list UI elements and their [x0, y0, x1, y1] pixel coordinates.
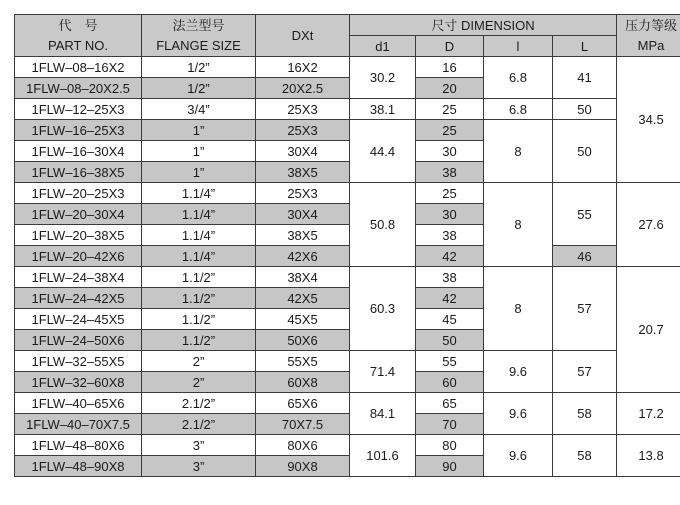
part-number-cell: 1FLW–16–38X5: [15, 162, 142, 183]
pressure-header: [617, 15, 680, 57]
flange-size-cell: 1.1/2”: [142, 288, 256, 309]
flange-size-cell: 1.1/4”: [142, 225, 256, 246]
outer-diameter-cell: 42: [416, 246, 484, 267]
dxt-cell: 65X6: [256, 393, 350, 414]
outer-diameter-cell: 45: [416, 309, 484, 330]
d1-header: d1: [350, 36, 416, 57]
outer-diameter-cell: 38: [416, 225, 484, 246]
l-large-cell: 41: [553, 57, 617, 99]
table-row: [15, 246, 680, 267]
l-small-cell: 8: [484, 120, 553, 183]
dxt-cell: 16X2: [256, 57, 350, 78]
flange-size-cell: 1/2”: [142, 78, 256, 99]
part-number-cell: 1FLW–48–90X8: [15, 456, 142, 477]
part-number-cell: 1FLW–16–25X3: [15, 120, 142, 141]
outer-diameter-cell: 30: [416, 204, 484, 225]
part-number-cell: 1FLW–24–45X5: [15, 309, 142, 330]
l-large-cell: 55: [553, 183, 617, 246]
d1-cell: 30.2: [350, 57, 416, 99]
part-number-cell: 1FLW–08–20X2.5: [15, 78, 142, 99]
part-number-cell: 1FLW–20–42X6: [15, 246, 142, 267]
flange-size-cell: 1.1/2”: [142, 330, 256, 351]
outer-diameter-cell: 20: [416, 78, 484, 99]
d1-cell: 44.4: [350, 120, 416, 183]
outer-diameter-cell: 42: [416, 288, 484, 309]
part-number-cell: 1FLW–16–30X4: [15, 141, 142, 162]
flange-size-cell: 1”: [142, 162, 256, 183]
dxt-cell: 38X4: [256, 267, 350, 288]
part-number-cell: 1FLW–48–80X6: [15, 435, 142, 456]
part-number-cell: 1FLW–20–38X5: [15, 225, 142, 246]
dxt-cell: 70X7.5: [256, 414, 350, 435]
specification-table: [14, 14, 680, 477]
l-large-cell: 46: [553, 246, 617, 267]
l-small-cell: 6.8: [484, 99, 553, 120]
l-large-cell: 57: [553, 267, 617, 351]
table-row: [15, 435, 680, 456]
outer-diameter-cell: 16: [416, 57, 484, 78]
part-number-cell: 1FLW–24–42X5: [15, 288, 142, 309]
table-row: [15, 120, 680, 141]
part-number-header: [15, 15, 142, 57]
pressure-cell: 13.8: [617, 435, 680, 477]
flange-size-cell: 2”: [142, 351, 256, 372]
d1-cell: 84.1: [350, 393, 416, 435]
part-number-cell: 1FLW–32–60X8: [15, 372, 142, 393]
l-small-cell: 6.8: [484, 57, 553, 99]
outer-diameter-cell: 38: [416, 267, 484, 288]
outer-diameter-header: D: [416, 36, 484, 57]
outer-diameter-cell: 38: [416, 162, 484, 183]
dxt-cell: 80X6: [256, 435, 350, 456]
pressure-cell: 34.5: [617, 57, 680, 183]
l-small-header: l: [484, 36, 553, 57]
dxt-cell: 30X4: [256, 204, 350, 225]
l-small-cell: 9.6: [484, 393, 553, 435]
part-number-cell: 1FLW–12–25X3: [15, 99, 142, 120]
part-number-cell: 1FLW–20–25X3: [15, 183, 142, 204]
flange-size-cell: 1”: [142, 120, 256, 141]
part-number-cell: 1FLW–08–16X2: [15, 57, 142, 78]
flange-size-header-en: FLANGE SIZE: [156, 37, 241, 53]
l-small-cell: 9.6: [484, 351, 553, 393]
flange-size-cell: 2.1/2”: [142, 393, 256, 414]
outer-diameter-cell: 60: [416, 372, 484, 393]
flange-size-cell: 1.1/4”: [142, 246, 256, 267]
table-row: [15, 183, 680, 204]
outer-diameter-cell: 25: [416, 183, 484, 204]
d1-cell: 60.3: [350, 267, 416, 351]
dxt-cell: 50X6: [256, 330, 350, 351]
flange-size-cell: 1.1/2”: [142, 309, 256, 330]
dxt-cell: 55X5: [256, 351, 350, 372]
flange-size-header: [142, 15, 256, 57]
l-large-cell: 50: [553, 120, 617, 183]
table-row: [15, 99, 680, 120]
flange-size-cell: 1.1/4”: [142, 183, 256, 204]
dxt-cell: 25X3: [256, 99, 350, 120]
part-number-cell: 1FLW–20–30X4: [15, 204, 142, 225]
dxt-cell: 60X8: [256, 372, 350, 393]
outer-diameter-cell: 80: [416, 435, 484, 456]
part-number-cell: 1FLW–40–70X7.5: [15, 414, 142, 435]
table-row: [15, 393, 680, 414]
outer-diameter-cell: 30: [416, 141, 484, 162]
d1-cell: 101.6: [350, 435, 416, 477]
outer-diameter-cell: 25: [416, 120, 484, 141]
outer-diameter-cell: 70: [416, 414, 484, 435]
table-row: [15, 351, 680, 372]
flange-size-cell: 3/4”: [142, 99, 256, 120]
l-small-cell: 8: [484, 267, 553, 351]
d1-cell: 38.1: [350, 99, 416, 120]
l-small-cell: 9.6: [484, 435, 553, 477]
pressure-header-cn: 压力等级: [625, 17, 678, 33]
flange-size-cell: 2”: [142, 372, 256, 393]
flange-size-header-cn: 法兰型号: [172, 17, 225, 33]
flange-size-cell: 1.1/2”: [142, 267, 256, 288]
dxt-cell: 25X3: [256, 183, 350, 204]
part-number-cell: 1FLW–24–38X4: [15, 267, 142, 288]
dxt-cell: 25X3: [256, 120, 350, 141]
l-large-cell: 50: [553, 99, 617, 120]
pressure-cell: 20.7: [617, 267, 680, 393]
table-row: [15, 267, 680, 288]
l-large-cell: 58: [553, 435, 617, 477]
l-large-cell: 57: [553, 351, 617, 393]
l-small-cell: 8: [484, 183, 553, 267]
flange-size-cell: 1.1/4”: [142, 204, 256, 225]
flange-size-cell: 2.1/2”: [142, 414, 256, 435]
dxt-cell: 42X6: [256, 246, 350, 267]
flange-size-cell: 1”: [142, 141, 256, 162]
table-body: [15, 57, 680, 477]
dxt-header: DXt: [256, 15, 350, 57]
dxt-cell: 45X5: [256, 309, 350, 330]
dxt-cell: 42X5: [256, 288, 350, 309]
pressure-cell: 17.2: [617, 393, 680, 435]
pressure-cell: 27.6: [617, 183, 680, 267]
dxt-cell: 38X5: [256, 225, 350, 246]
part-number-header-cn: 代 号: [58, 17, 98, 33]
table-row: [15, 57, 680, 78]
l-large-header: L: [553, 36, 617, 57]
pressure-header-unit: MPa: [637, 37, 665, 53]
flange-size-cell: 3”: [142, 456, 256, 477]
d1-cell: 71.4: [350, 351, 416, 393]
dxt-cell: 38X5: [256, 162, 350, 183]
dimension-header: 尺寸 DIMENSION: [350, 15, 617, 36]
part-number-cell: 1FLW–24–50X6: [15, 330, 142, 351]
part-number-cell: 1FLW–32–55X5: [15, 351, 142, 372]
flange-size-cell: 3”: [142, 435, 256, 456]
d1-cell: 50.8: [350, 183, 416, 267]
part-number-header-en: PART NO.: [48, 37, 108, 53]
dxt-cell: 20X2.5: [256, 78, 350, 99]
outer-diameter-cell: 50: [416, 330, 484, 351]
l-large-cell: 58: [553, 393, 617, 435]
outer-diameter-cell: 25: [416, 99, 484, 120]
part-number-cell: 1FLW–40–65X6: [15, 393, 142, 414]
flange-size-cell: 1/2”: [142, 57, 256, 78]
outer-diameter-cell: 65: [416, 393, 484, 414]
dxt-cell: 90X8: [256, 456, 350, 477]
outer-diameter-cell: 90: [416, 456, 484, 477]
dxt-cell: 30X4: [256, 141, 350, 162]
outer-diameter-cell: 55: [416, 351, 484, 372]
